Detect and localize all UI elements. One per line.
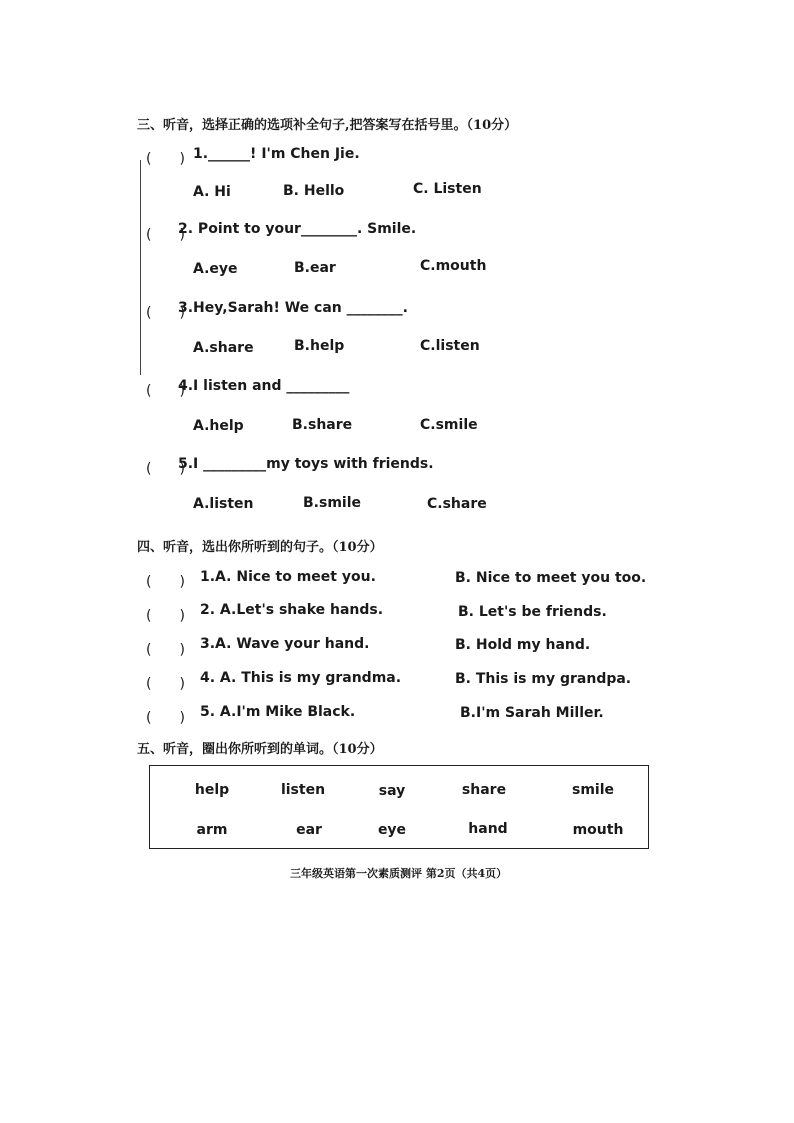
answer-paren-4-2[interactable]: ( ) [146, 608, 185, 624]
word-mouth[interactable]: mouth [572, 822, 624, 838]
word-eye[interactable]: eye [377, 822, 407, 838]
option-3-1-c: C. Listen [413, 181, 482, 197]
word-ear[interactable]: ear [296, 822, 322, 838]
option-3-1-a: A. Hi [193, 184, 231, 200]
section4-heading: 四、听音，选出你所听到的句子。（10分） [137, 540, 383, 555]
question-4-2-b: B. Let's be friends. [458, 604, 607, 620]
question-3-4: 4.I listen and _________ [178, 378, 350, 394]
question-4-2-a: 2. A.Let's shake hands. [200, 602, 384, 618]
option-3-3-c: C.listen [420, 338, 480, 354]
option-3-3-a: A.share [193, 340, 254, 356]
answer-paren-3-2[interactable]: ( ) [146, 227, 185, 243]
question-3-1: 1.______! I'm Chen Jie. [193, 146, 360, 162]
option-3-4-b: B.share [292, 417, 353, 433]
word-listen[interactable]: listen [280, 782, 326, 798]
question-3-5: 5.I _________my toys with friends. [178, 456, 434, 472]
question-3-3: 3.Hey,Sarah! We can ________. [178, 300, 408, 316]
question-4-1-a: 1.A. Nice to meet you. [200, 569, 376, 585]
page-footer: 三年级英语第一次素质测评 第2页（共4页） [290, 867, 508, 880]
question-4-3-a: 3.A. Wave your hand. [200, 636, 370, 652]
answer-paren-4-4[interactable]: ( ) [146, 676, 185, 692]
word-smile[interactable]: smile [571, 782, 615, 798]
word-help[interactable]: help [194, 782, 230, 798]
answer-paren-4-5[interactable]: ( ) [146, 710, 185, 726]
question-4-1-b: B. Nice to meet you too. [455, 570, 647, 586]
word-say[interactable]: say [378, 783, 406, 799]
section5-heading: 五、听音，圈出你所听到的单词。（10分） [137, 742, 383, 757]
answer-paren-3-4[interactable]: ( ) [146, 383, 185, 399]
answer-paren-4-3[interactable]: ( ) [146, 642, 185, 658]
section3-heading: 三、听音，选择正确的选项补全句子,把答案写在括号里。（10分） [137, 118, 518, 133]
question-4-4-b: B. This is my grandpa. [455, 671, 632, 687]
question-4-5-b: B.I'm Sarah Miller. [460, 705, 604, 721]
option-3-1-b: B. Hello [283, 183, 345, 199]
answer-paren-4-1[interactable]: ( ) [146, 574, 185, 590]
option-3-4-c: C.smile [420, 417, 478, 433]
option-3-2-a: A.eye [193, 261, 238, 277]
word-arm[interactable]: arm [196, 822, 228, 838]
word-share[interactable]: share [461, 782, 507, 798]
answer-paren-3-5[interactable]: ( ) [146, 461, 185, 477]
option-3-5-a: A.listen [193, 496, 254, 512]
word-hand[interactable]: hand [468, 821, 508, 837]
option-3-4-a: A.help [193, 418, 244, 434]
question-3-2: 2. Point to your________. Smile. [178, 221, 417, 237]
question-4-4-a: 4. A. This is my grandma. [200, 670, 402, 686]
option-3-2-c: C.mouth [420, 258, 487, 274]
answer-paren-3-3[interactable]: ( ) [146, 305, 185, 321]
option-3-3-b: B.help [294, 338, 345, 354]
option-3-2-b: B.ear [294, 260, 336, 276]
answer-paren-3-1[interactable]: ( ) [146, 151, 185, 167]
word-box [149, 765, 649, 849]
option-3-5-b: B.smile [303, 495, 362, 511]
margin-rule [140, 160, 141, 375]
question-4-5-a: 5. A.I'm Mike Black. [200, 704, 356, 720]
option-3-5-c: C.share [427, 496, 487, 512]
question-4-3-b: B. Hold my hand. [455, 637, 591, 653]
